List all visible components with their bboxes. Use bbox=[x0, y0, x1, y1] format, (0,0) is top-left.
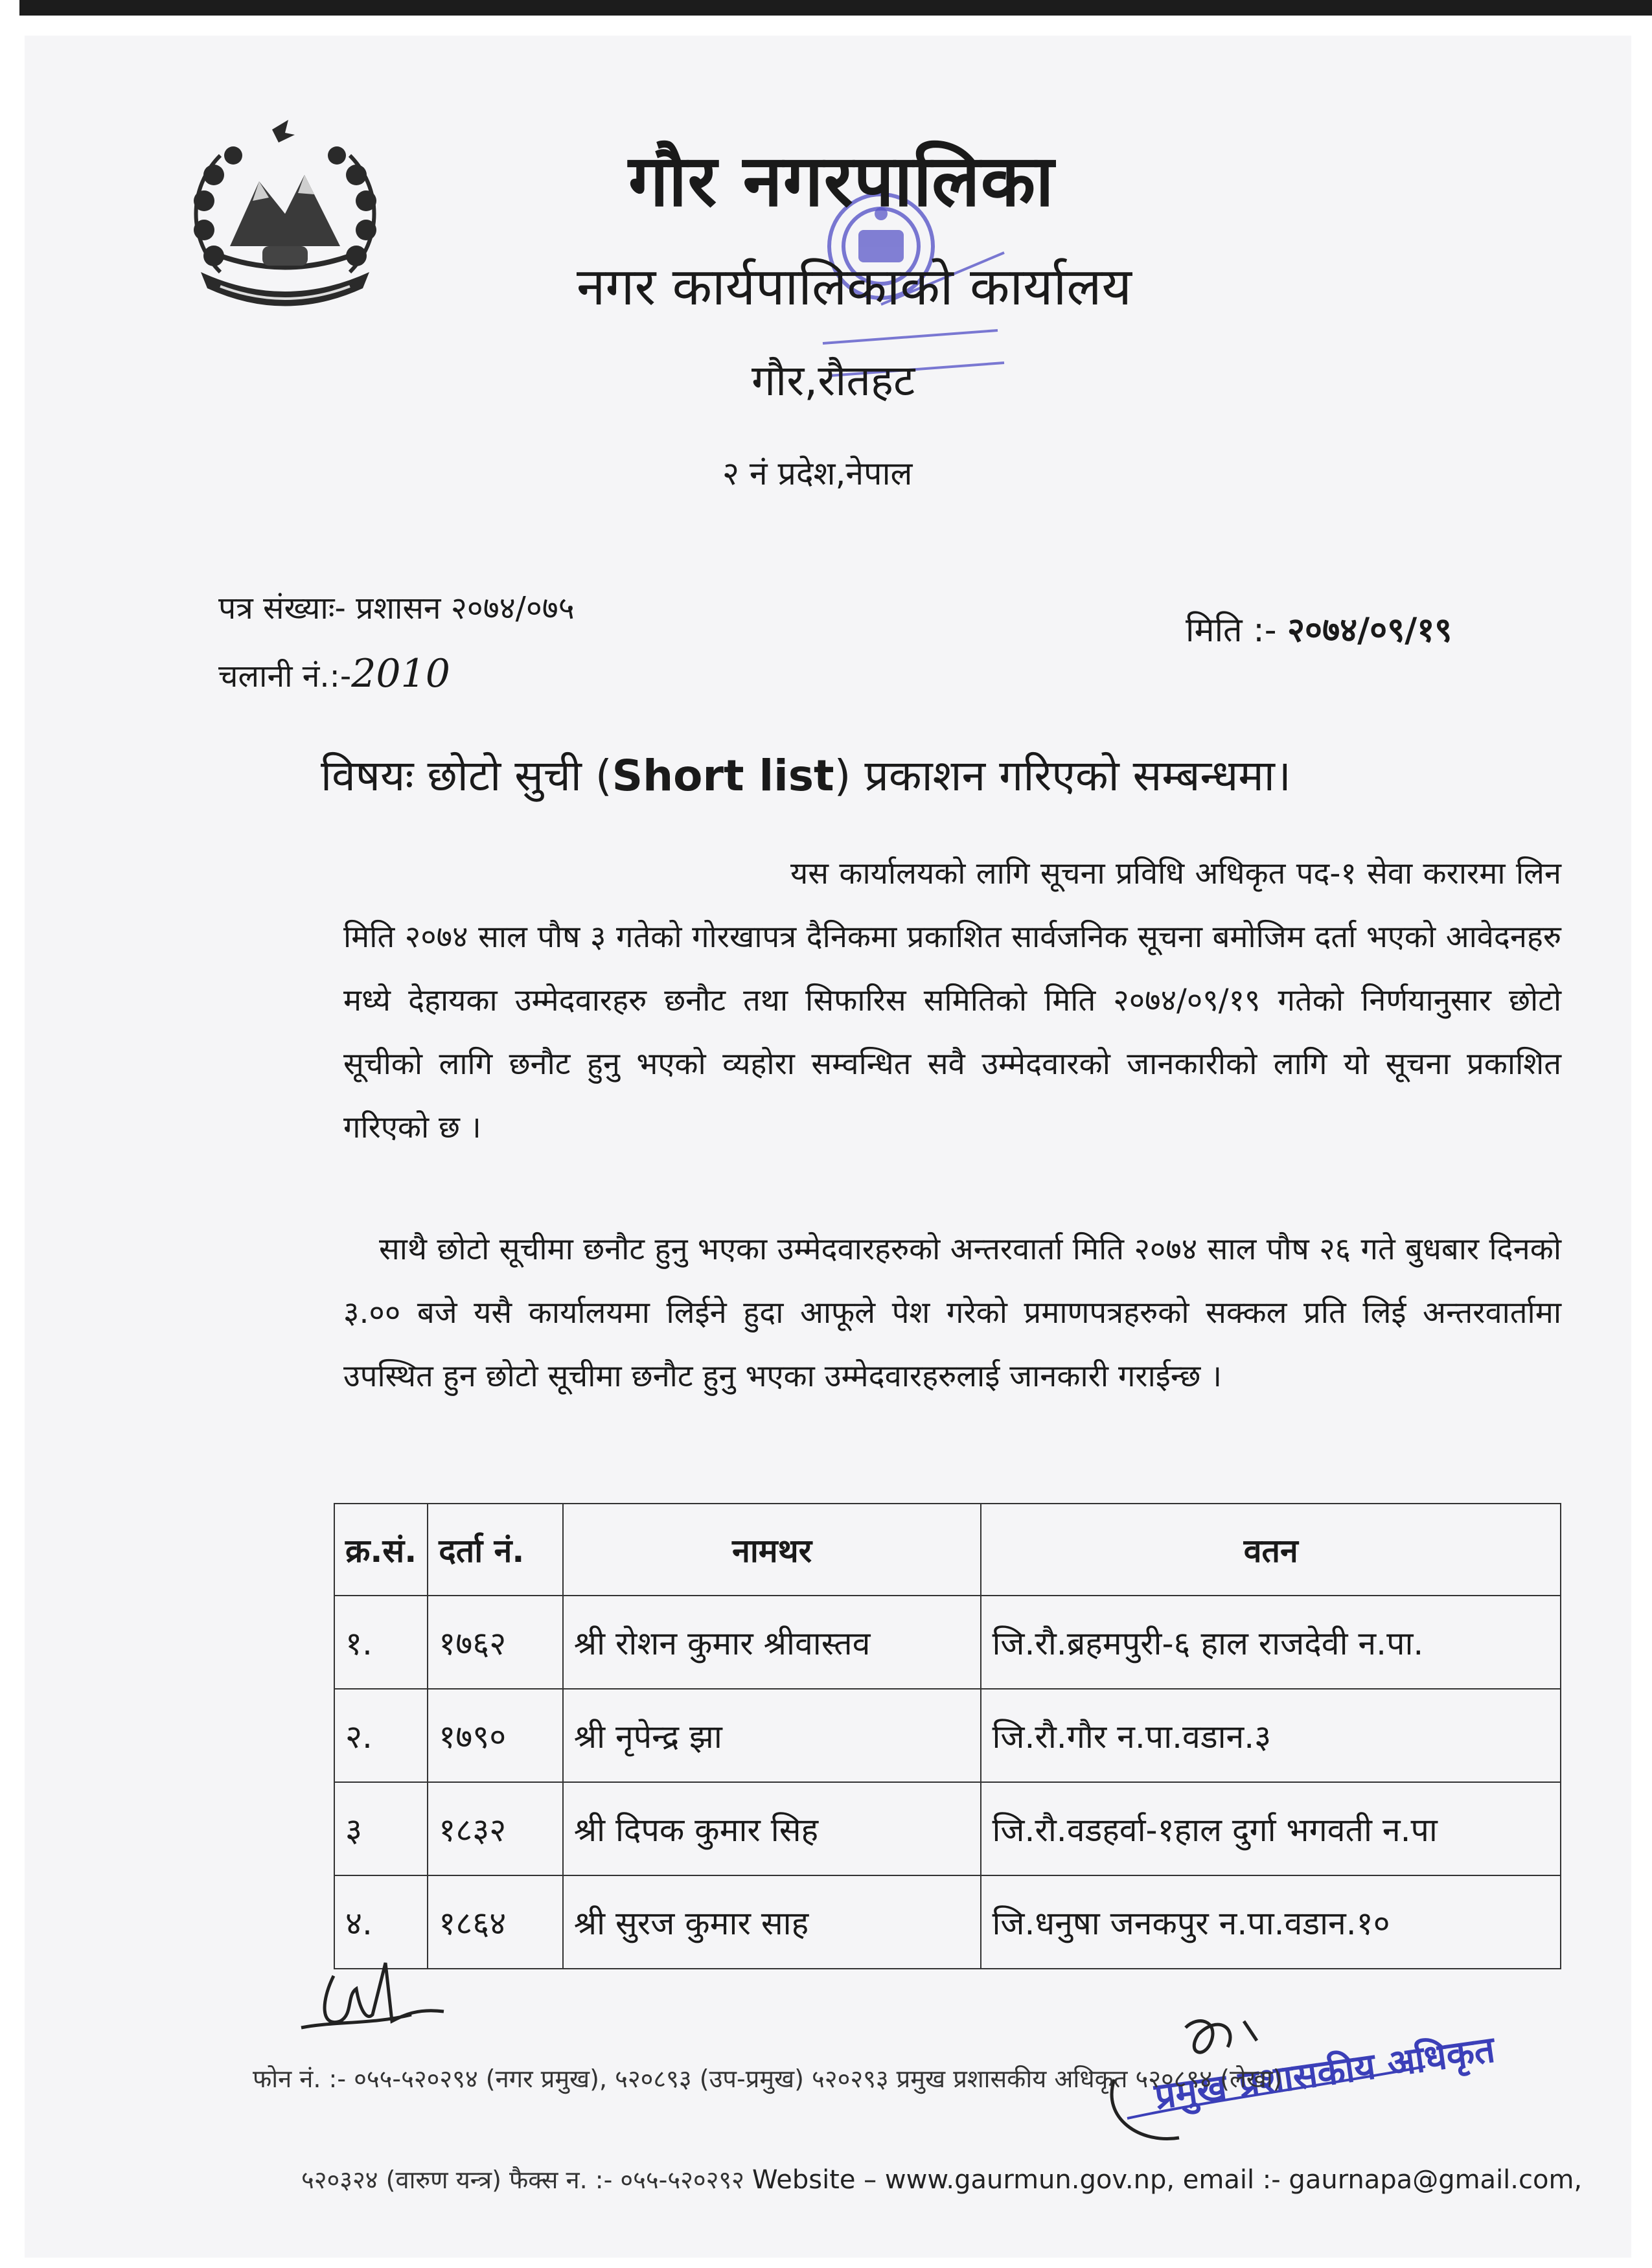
footer-fax: ५२०३२४ (वारुण यन्त्र) फैक्स न. :- ०५५-५२०२९२ bbox=[301, 2166, 753, 2194]
letter-date bbox=[1186, 606, 1452, 652]
table-row bbox=[334, 1875, 1561, 1969]
signature-left-icon bbox=[295, 1950, 450, 2047]
seal-title: प्रमुख प्रशासकीय अधिकृत bbox=[1152, 2028, 1498, 2118]
subject-bold: Short list bbox=[612, 751, 834, 801]
nepal-emblem-icon bbox=[175, 117, 395, 311]
header-reg-no: दर्ता नं. bbox=[428, 1504, 563, 1596]
letter-reference bbox=[218, 586, 575, 628]
cell-reg-no: १७६२ bbox=[428, 1596, 563, 1689]
date-value: २०७४/०९/१९ bbox=[1287, 611, 1452, 650]
cell-address: जि.रौ.वडहर्वा-१हाल दुर्गा भगवती न.पा bbox=[981, 1782, 1561, 1875]
dispatch-label: चलानी नं.:- bbox=[218, 658, 352, 694]
cell-serial: ३ bbox=[334, 1782, 428, 1875]
table-row bbox=[334, 1689, 1561, 1782]
cell-name: श्री दिपक कुमार सिह bbox=[563, 1782, 981, 1875]
province-name: २ नं प्रदेश,नेपाल bbox=[722, 455, 913, 492]
cell-serial: २. bbox=[334, 1689, 428, 1782]
cell-reg-no: १८३२ bbox=[428, 1782, 563, 1875]
cell-name: श्री सुरज कुमार साह bbox=[563, 1875, 981, 1969]
subject-prefix: विषयः छोटो सुची ( bbox=[321, 751, 612, 801]
dispatch-value: 2010 bbox=[351, 651, 450, 696]
scan-top-edge bbox=[19, 0, 1652, 16]
cell-serial: ४. bbox=[334, 1875, 428, 1969]
cell-address: जि.रौ.ब्रहमपुरी-६ हाल राजदेवी न.पा. bbox=[981, 1596, 1561, 1689]
cell-reg-no: १७९० bbox=[428, 1689, 563, 1782]
body-paragraph-1: यस कार्यालयको लागि सूचना प्रविधि अधिकृत पद-१ सेवा करारमा लिन मिति २०७४ साल पौष ३ गतेको गोरखापत्र दैनिकमा प्रकाशित सार्वजनिक सूचना बमोजिम दर्ता भएको आवेदनहरु मध्ये देहायका उम्मेदवारहरु छनौट तथा सिफारिस समितिको मिति २०७४/०९/१९ गतेको निर्णयानुसार छोटो सूचीको लागि छनौट हुनु भएको व्यहोरा सम्वन्धित सवै उम्मेदवारको जानकारीको लागि यो सूचना प्रकाशित गरिएको छ । bbox=[343, 856, 1561, 1145]
table-row bbox=[334, 1596, 1561, 1689]
body-paragraph-2: साथै छोटो सूचीमा छनौट हुनु भएका उम्मेदवारहरुको अन्तरवार्ता मिति २०७४ साल पौष २६ गते बुधबार दिनको ३.०० बजे यसै कार्यालयमा लिईने हुदा आफूले पेश गरेको प्रमाणपत्रहरुको सक्कल प्रति लिई अन्तरवार्तामा उपस्थित हुन छोटो सूचीमा छनौट हुनु भएका उम्मेदवारहरुलाई जानकारी गराईन्छ । bbox=[343, 1231, 1561, 1394]
reference-value: प्रशासन २०७४/०७५ bbox=[356, 590, 575, 626]
office-name: नगर कार्यपालिकाको कार्यालय bbox=[577, 257, 1132, 317]
header-address: वतन bbox=[981, 1504, 1561, 1596]
office-location: गौर,रौतहट bbox=[751, 356, 915, 406]
footer-contact-line bbox=[301, 2162, 1582, 2196]
cell-serial: १. bbox=[334, 1596, 428, 1689]
dispatch-number bbox=[218, 651, 450, 696]
header-serial: क्र.सं. bbox=[334, 1504, 428, 1596]
date-label: मिति :- bbox=[1186, 611, 1288, 650]
subject-suffix: ) प्रकाशन गरिएको सम्बन्धमा। bbox=[834, 751, 1291, 801]
cell-address: जि.रौ.गौर न.पा.वडान.३ bbox=[981, 1689, 1561, 1782]
table-header-row bbox=[334, 1504, 1561, 1596]
shortlist-table bbox=[334, 1503, 1561, 1969]
reference-label: पत्र संख्याः- bbox=[218, 590, 356, 626]
cell-reg-no: १८६४ bbox=[428, 1875, 563, 1969]
header-name: नामथर bbox=[563, 1504, 981, 1596]
footer-phone-line: फोन नं. :- ०५५-५२०२९४ (नगर प्रमुख), ५२०८९३ (उप-प्रमुख) ५२०२९३ प्रमुख प्रशासकीय अधिकृत ५२०८९४ (लेखा) bbox=[253, 2065, 1283, 2093]
cell-address: जि.धनुषा जनकपुर न.पा.वडान.१० bbox=[981, 1875, 1561, 1969]
table-row bbox=[334, 1782, 1561, 1875]
letter-subject bbox=[321, 745, 1291, 803]
cell-name: श्री रोशन कुमार श्रीवास्तव bbox=[563, 1596, 981, 1689]
footer-web-email: Website – www.gaurmun.gov.np, email :- gaurnapa@gmail.com, bbox=[752, 2165, 1583, 2195]
cell-name: श्री नृपेन्द्र झा bbox=[563, 1689, 981, 1782]
municipality-name: गौर नगरपालिका bbox=[628, 139, 1055, 222]
